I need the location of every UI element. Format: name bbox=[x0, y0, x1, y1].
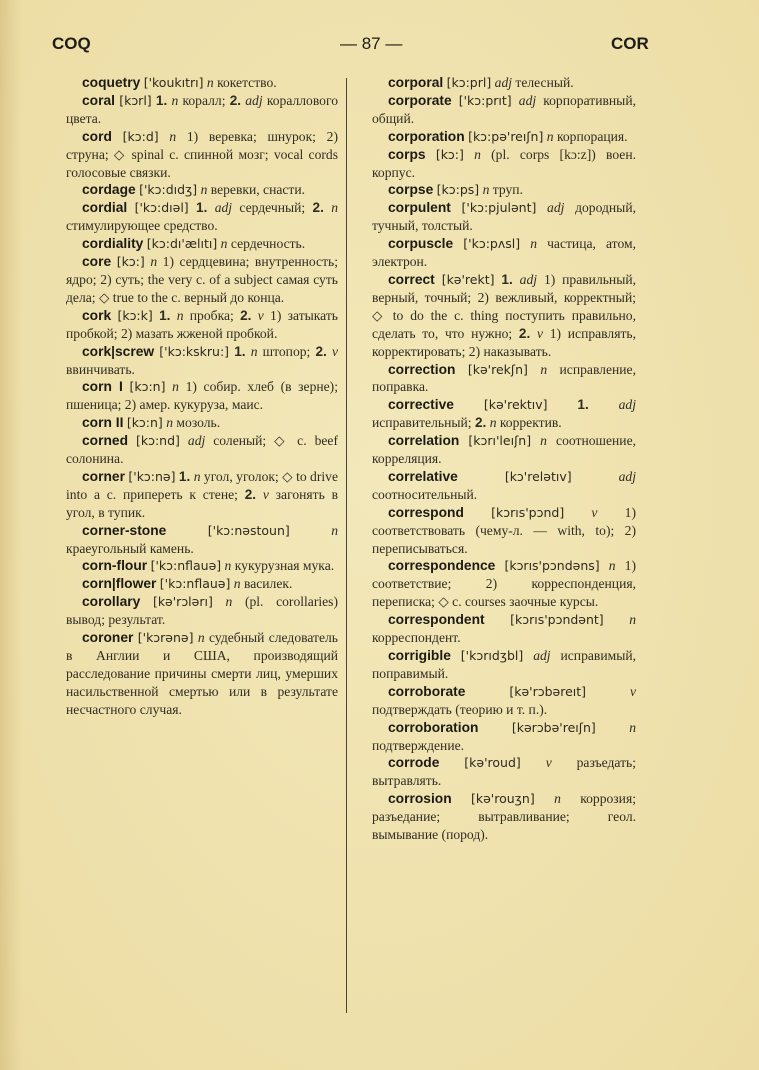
definition: n (pl. corps [kɔ:z]) воен. корпус. bbox=[372, 146, 636, 180]
headword: corporation bbox=[388, 128, 465, 144]
definition: n коррозия; разъедание; вытравливание; геол. вымывание (пород). bbox=[372, 791, 636, 843]
definition: n 1) веревка; шнурок; 2) струна; ◇ spinal c. спинной мозг; vocal cords голосовые связки. bbox=[66, 128, 338, 180]
definition: adj соленый; ◇ c. beef солонина. bbox=[66, 433, 338, 467]
transcription: ['kɔrənə] bbox=[137, 630, 194, 646]
headword: correspondence bbox=[388, 558, 496, 574]
headword: corner bbox=[82, 468, 125, 484]
headword: corn-flour bbox=[82, 558, 148, 574]
dictionary-entry bbox=[372, 611, 636, 647]
transcription: ['kɔ:nflauə] bbox=[150, 558, 222, 574]
definition: n краеугольный камень. bbox=[66, 522, 338, 556]
headword: coroner bbox=[82, 630, 134, 646]
definition: n василек. bbox=[233, 576, 293, 592]
transcription: ['kɔrıdʒbl] bbox=[460, 648, 524, 663]
definition: 1. adj 1) правильный, верный, точный; 2) вежливый, корректный; ◇ to do the c. thing поступить правильно, сделать то, что нужно; 2. v 1) исправлять, корректировать; 2) наказывать. bbox=[372, 271, 637, 359]
transcription: [kə'rouʒn] bbox=[471, 791, 535, 807]
dictionary-entry bbox=[66, 92, 338, 128]
page-header bbox=[0, 34, 759, 58]
transcription: [kə'roud] bbox=[464, 755, 521, 771]
definition: n 1) соответствие; 2) корреспонденция, переписка; ◇ c. courses заочные курсы. bbox=[372, 558, 636, 610]
transcription: [kə'rektıv] bbox=[483, 397, 548, 413]
definition: n корреспондент. bbox=[372, 612, 636, 646]
headword: corrigible bbox=[388, 648, 451, 663]
headword: corpuscle bbox=[388, 236, 454, 252]
transcription: [kɔ:n] bbox=[126, 415, 163, 431]
headword: cordiality bbox=[82, 236, 144, 252]
definition: n сердечность. bbox=[220, 236, 306, 252]
dictionary-entry bbox=[66, 74, 338, 92]
dictionary-entry bbox=[372, 683, 636, 719]
definition: 1. adj сердечный; 2. n стимулирующее средство. bbox=[66, 200, 338, 234]
dictionary-entry bbox=[372, 719, 636, 755]
definition: adj корпоративный, общий. bbox=[372, 92, 636, 126]
dictionary-entry bbox=[66, 432, 338, 468]
definition: n веревки, снасти. bbox=[200, 182, 306, 198]
definition: adj телесный. bbox=[494, 75, 574, 90]
headword: correspondent bbox=[388, 612, 485, 628]
headword: core bbox=[82, 254, 112, 270]
headword: correlation bbox=[388, 433, 460, 449]
definition: n соотношение, корреляция. bbox=[372, 433, 636, 467]
headword: corn I bbox=[82, 379, 123, 395]
transcription: [kə'rekʃn] bbox=[467, 361, 528, 377]
definition: v подтверждать (теорию и т. п.). bbox=[372, 683, 636, 717]
headword: cord bbox=[82, 128, 112, 144]
headword: correlative bbox=[388, 468, 458, 484]
transcription: ['kɔ:pjulənt] bbox=[461, 200, 537, 216]
headword: corrode bbox=[388, 755, 440, 771]
transcription: [kɔrıs'pɔnd] bbox=[491, 504, 565, 520]
transcription: [kɔrı'leıʃn] bbox=[468, 433, 532, 449]
transcription: ['kɔ:dıdʒ] bbox=[139, 182, 198, 198]
definition: n мозоль. bbox=[166, 415, 221, 431]
transcription: [kə'rekt] bbox=[441, 271, 495, 287]
definition: n 1) сердцевина; внутренность; ядро; 2) суть; the very c. of a subject самая суть дела; ◇ true to the c. верный до конца. bbox=[66, 254, 338, 305]
definition: 1. n коралл; 2. adj кораллового цвета. bbox=[66, 92, 339, 126]
transcription: [kɔ:ps] bbox=[436, 182, 480, 198]
dictionary-entry bbox=[372, 235, 636, 271]
transcription: [kɔrl] bbox=[119, 92, 152, 108]
transcription: [kɔrıs'pɔndənt] bbox=[510, 612, 604, 628]
headword: corporate bbox=[388, 92, 452, 108]
dictionary-entry bbox=[66, 378, 338, 414]
definition: adj дородный, тучный, толстый. bbox=[372, 200, 636, 234]
definition: adj соотносительный. bbox=[372, 468, 636, 502]
dictionary-entry bbox=[372, 790, 636, 844]
headword: corroboration bbox=[388, 719, 479, 735]
dictionary-entry bbox=[372, 271, 636, 361]
definition: v 1) соответствовать (чему-л. — with, to); 2) переписываться. bbox=[372, 504, 636, 556]
dictionary-entry bbox=[372, 181, 636, 199]
transcription: ['kɔ:prıt] bbox=[458, 92, 512, 108]
dictionary-entry bbox=[66, 575, 338, 593]
dictionary-entry bbox=[66, 128, 338, 182]
headword: corn II bbox=[82, 415, 124, 431]
dictionary-entry bbox=[66, 343, 338, 379]
definition: 1. n угол, уголок; ◇ to drive into a c. припереть к стене; 2. v загонять в угол, в тупик. bbox=[66, 468, 338, 520]
dictionary-entry bbox=[372, 396, 636, 432]
headword: corporal bbox=[388, 75, 444, 90]
right-guide-word: COR bbox=[611, 34, 649, 53]
definition: v разъедать; вытравлять. bbox=[372, 755, 636, 789]
transcription: [kɔ:prl] bbox=[446, 75, 492, 90]
dictionary-entry bbox=[66, 557, 338, 575]
definition: n корпорация. bbox=[546, 128, 628, 144]
dictionary-entry bbox=[372, 647, 636, 683]
dictionary-entry bbox=[372, 74, 636, 92]
definition: n 1) собир. хлеб (в зерне); пшеница; 2) амер. кукуруза, маис. bbox=[66, 379, 338, 413]
definition: n частица, атом, электрон. bbox=[372, 236, 636, 270]
headword: cork|screw bbox=[82, 343, 155, 359]
dictionary-entry bbox=[372, 557, 636, 611]
headword: cork bbox=[82, 307, 112, 323]
transcription: [kɔ:] bbox=[435, 146, 464, 162]
transcription: ['kɔ:nə] bbox=[128, 468, 176, 484]
left-column bbox=[66, 74, 338, 719]
transcription: [kɔ:nd] bbox=[135, 433, 180, 449]
headword: coral bbox=[82, 92, 115, 108]
right-column bbox=[372, 74, 636, 844]
transcription: [kə'rɔlərı] bbox=[152, 594, 213, 610]
left-guide-word: COQ bbox=[52, 34, 91, 53]
dictionary-entry bbox=[372, 146, 636, 182]
definition: n труп. bbox=[482, 182, 523, 198]
definition: 1. adj исправительный; 2. n корректив. bbox=[372, 397, 636, 431]
dictionary-entry bbox=[372, 199, 636, 235]
transcription: [kɔ:] bbox=[116, 254, 145, 270]
definition: n кукурузная мука. bbox=[224, 558, 335, 574]
dictionary-entry bbox=[372, 754, 636, 790]
headword: corps bbox=[388, 146, 426, 162]
page-number: — 87 — bbox=[340, 34, 403, 53]
definition: n подтверждение. bbox=[372, 719, 636, 753]
headword: correspond bbox=[388, 504, 464, 520]
dictionary-entry bbox=[66, 629, 338, 719]
headword: corned bbox=[82, 433, 128, 449]
headword: correct bbox=[388, 271, 435, 287]
headword: corrective bbox=[388, 397, 454, 413]
transcription: [kɔ:dı'ælıtı] bbox=[146, 236, 218, 252]
headword: corrosion bbox=[388, 791, 452, 807]
transcription: ['kɔ:dıəl] bbox=[134, 200, 189, 216]
definition: adj исправимый, поправимый. bbox=[372, 648, 637, 681]
dictionary-entry bbox=[66, 253, 338, 307]
headword: cordage bbox=[82, 182, 136, 198]
dictionary-entry bbox=[372, 128, 636, 146]
definition: n судебный следователь в Англии и США, производящий расследование причины смерти лиц, умерших насильственной смертью или в результате несчастного случая. bbox=[66, 630, 339, 717]
dictionary-entry bbox=[372, 92, 636, 128]
headword: corpse bbox=[388, 182, 434, 198]
dictionary-entry bbox=[372, 504, 636, 558]
definition: 1. n пробка; 2. v 1) затыкать пробкой; 2) мазать жженой пробкой. bbox=[66, 307, 339, 341]
transcription: [kərɔbə'reıʃn] bbox=[511, 719, 596, 735]
definition: n (pl. corollaries) вывод; результат. bbox=[66, 594, 338, 628]
transcription: [kɔ'relətıv] bbox=[504, 468, 572, 484]
headword: correction bbox=[388, 361, 456, 377]
transcription: ['kɔ:pʌsl] bbox=[463, 236, 521, 252]
headword: corn|flower bbox=[82, 576, 157, 592]
transcription: [kə'rɔbəreıt] bbox=[509, 683, 587, 699]
dictionary-entry bbox=[66, 181, 338, 199]
dictionary-entry bbox=[66, 307, 338, 343]
headword: corollary bbox=[82, 594, 141, 610]
transcription: ['kɔ:nflauə] bbox=[159, 576, 231, 592]
definition: n исправление, поправка. bbox=[372, 361, 636, 395]
transcription: [kɔ:d] bbox=[122, 128, 159, 144]
dictionary-entry bbox=[66, 468, 338, 522]
dictionary-entry bbox=[66, 414, 338, 432]
headword: corroborate bbox=[388, 683, 466, 699]
dictionary-entry bbox=[372, 361, 636, 397]
transcription: ['kɔ:kskru:] bbox=[159, 343, 230, 359]
definition: n кокетство. bbox=[206, 75, 277, 90]
transcription: [kɔrıs'pɔndəns] bbox=[504, 558, 600, 574]
definition: 1. n штопор; 2. v ввинчивать. bbox=[66, 343, 339, 377]
transcription: [kɔ:k] bbox=[117, 307, 153, 323]
transcription: ['koukıtrı] bbox=[143, 75, 204, 90]
dictionary-entry bbox=[372, 432, 636, 468]
transcription: [kɔ:pə'reıʃn] bbox=[468, 128, 544, 144]
transcription: [kɔ:n] bbox=[129, 379, 166, 395]
column-divider bbox=[346, 78, 347, 1013]
transcription: ['kɔ:nəstoun] bbox=[207, 522, 290, 538]
dictionary-entry bbox=[66, 522, 338, 558]
headword: coquetry bbox=[82, 75, 141, 90]
dictionary-entry bbox=[372, 468, 636, 504]
headword: corner-stone bbox=[82, 522, 167, 538]
headword: cordial bbox=[82, 200, 128, 216]
dictionary-entry bbox=[66, 199, 338, 235]
headword: corpulent bbox=[388, 200, 451, 216]
dictionary-entry bbox=[66, 235, 338, 253]
dictionary-entry bbox=[66, 593, 338, 629]
